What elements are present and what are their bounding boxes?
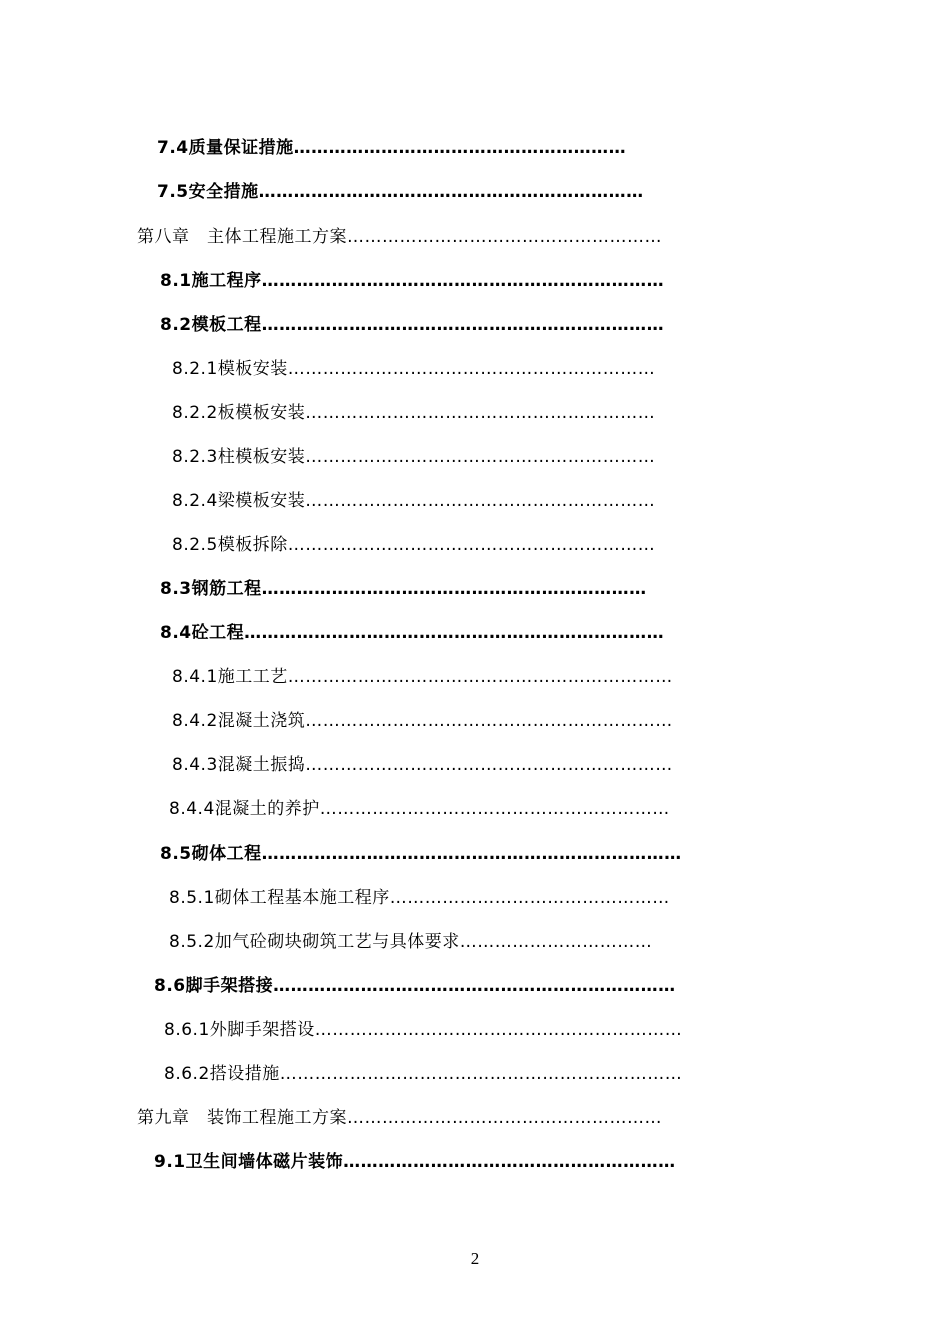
toc-subentry[interactable]: 8.4.4混凝土的养护……………………………………………………	[169, 799, 670, 819]
page-number: 2	[470, 1249, 480, 1268]
toc-subentry[interactable]: 8.4.1施工工艺…………………………………………………………	[172, 667, 673, 687]
toc-subentry[interactable]: 8.2.4梁模板安装……………………………………………………	[172, 491, 656, 511]
toc-subentry[interactable]: 8.2.5模板拆除………………………………………………………	[172, 535, 656, 555]
toc-entry[interactable]: 8.3钢筋工程…………………………………………………………	[160, 579, 647, 599]
toc-entry[interactable]: 9.1卫生间墙体磁片装饰…………………………………………………	[154, 1152, 676, 1172]
toc-subentry[interactable]: 8.4.2混凝土浇筑………………………………………………………	[172, 711, 673, 731]
toc-subentry[interactable]: 8.2.2板模板安装……………………………………………………	[172, 403, 656, 423]
toc-entry[interactable]: 8.6脚手架搭接……………………………………………………………	[154, 976, 676, 996]
toc-entry[interactable]: 8.5砌体工程………………………………………………………………	[160, 844, 682, 864]
toc-chapter-entry[interactable]: 第九章 装饰工程施工方案………………………………………………	[137, 1108, 662, 1128]
toc-entry[interactable]: 8.4砼工程………………………………………………………………	[160, 623, 665, 643]
toc-subentry[interactable]: 8.6.1外脚手架搭设………………………………………………………	[164, 1020, 683, 1040]
toc-subentry[interactable]: 8.6.2搭设措施……………………………………………………………	[164, 1064, 683, 1084]
toc-entry[interactable]: 7.4质量保证措施…………………………………………………	[157, 138, 627, 158]
toc-subentry[interactable]: 8.5.2加气砼砌块砌筑工艺与具体要求……………………………	[169, 932, 653, 952]
toc-subentry[interactable]: 8.4.3混凝土振捣………………………………………………………	[172, 755, 673, 775]
toc-subentry[interactable]: 8.2.3柱模板安装……………………………………………………	[172, 447, 656, 467]
toc-entry[interactable]: 8.2模板工程……………………………………………………………	[160, 315, 665, 335]
toc-chapter-entry[interactable]: 第八章 主体工程施工方案………………………………………………	[137, 227, 662, 247]
toc-entry[interactable]: 7.5安全措施…………………………………………………………	[157, 182, 644, 202]
toc-subentry[interactable]: 8.2.1模板安装………………………………………………………	[172, 359, 656, 379]
toc-entry[interactable]: 8.1施工程序……………………………………………………………	[160, 271, 665, 291]
toc-subentry[interactable]: 8.5.1砌体工程基本施工程序…………………………………………	[169, 888, 670, 908]
